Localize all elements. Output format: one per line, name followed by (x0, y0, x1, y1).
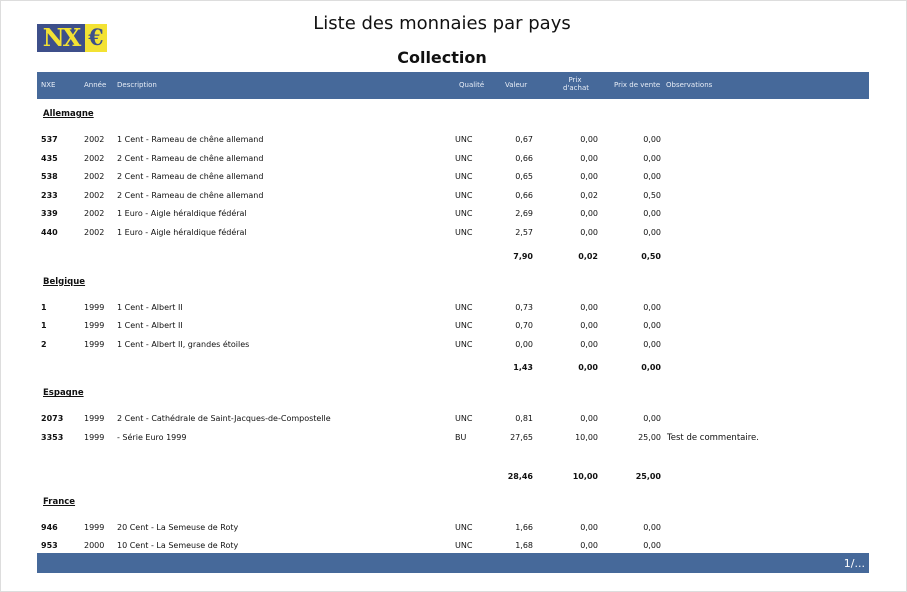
cell-nxe: 233 (41, 190, 58, 200)
total-valeur: 1,43 (513, 363, 533, 373)
cell-nxe: 537 (41, 135, 58, 144)
cell-nxe: 3353 (41, 433, 64, 442)
cell-prix-vente: 0,00 (643, 522, 661, 532)
cell-description: 1 Cent - Albert II (117, 321, 183, 331)
cell-prix-vente: 0,00 (643, 153, 661, 163)
table-row (0, 171, 907, 183)
cell-nxe: 435 (41, 153, 58, 163)
cell-prix-vente: 0,00 (643, 541, 661, 551)
cell-prix-achat: 0,00 (580, 302, 598, 312)
cell-qualite: UNC (455, 190, 473, 200)
country-name: Espagne (43, 388, 84, 399)
table-row (0, 153, 907, 165)
cell-prix-achat: 0,00 (580, 541, 598, 551)
total-prix-vente: 0,00 (641, 363, 661, 373)
cell-description: 2 Cent - Cathédrale de Saint-Jacques-de-Compostelle (117, 414, 331, 424)
cell-qualite: UNC (455, 339, 473, 349)
cell-qualite: BU (455, 433, 467, 442)
cell-qualite: UNC (455, 135, 473, 144)
cell-annee: 2002 (84, 135, 105, 144)
col-prix-vente: Prix de vente (614, 81, 661, 89)
cell-prix-achat: 0,00 (580, 153, 598, 163)
cell-prix-achat: 0,00 (580, 321, 598, 331)
col-prix-achat: Prix d'achat (563, 76, 589, 92)
cell-qualite: UNC (455, 414, 473, 424)
cell-nxe: 2073 (41, 414, 64, 424)
cell-prix-achat: 0,00 (580, 209, 598, 219)
cell-qualite: UNC (455, 522, 473, 532)
col-description: Description (117, 81, 157, 89)
total-valeur: 7,90 (513, 251, 533, 261)
cell-nxe: 440 (41, 228, 58, 237)
cell-observations: Test de commentaire. (667, 433, 759, 443)
cell-nxe: 1 (41, 302, 47, 312)
table-row (0, 227, 907, 239)
cell-prix-achat: 0,00 (580, 414, 598, 424)
cell-valeur: 1,68 (515, 541, 533, 551)
cell-prix-vente: 0,00 (643, 414, 661, 424)
table-row (0, 522, 907, 534)
cell-valeur: 0,65 (515, 172, 533, 182)
cell-prix-vente: 0,00 (643, 339, 661, 349)
cell-prix-achat: 0,00 (580, 172, 598, 182)
cell-prix-achat: 0,00 (580, 339, 598, 349)
cell-prix-achat: 0,02 (580, 190, 598, 200)
total-prix-achat: 10,00 (572, 471, 598, 481)
country-name: Allemagne (43, 109, 94, 119)
cell-description: 20 Cent - La Semeuse de Roty (117, 522, 239, 532)
cell-qualite: UNC (455, 228, 473, 237)
cell-description: 1 Cent - Rameau de chêne allemand (117, 135, 264, 144)
col-nxe: NXE (41, 81, 56, 89)
cell-prix-achat: 10,00 (575, 433, 598, 442)
cell-annee: 1999 (84, 302, 105, 312)
table-row (0, 190, 907, 202)
cell-nxe: 2 (41, 339, 47, 349)
cell-qualite: UNC (455, 302, 473, 312)
col-valeur: Valeur (505, 81, 528, 89)
table-row (0, 339, 907, 351)
cell-valeur: 0,00 (515, 339, 533, 349)
cell-nxe: 538 (41, 172, 58, 182)
cell-description: 2 Cent - Rameau de chêne allemand (117, 190, 264, 200)
totals-row (0, 362, 907, 374)
cell-prix-achat: 0,00 (580, 228, 598, 237)
cell-description: - Série Euro 1999 (117, 433, 187, 442)
cell-nxe: 953 (41, 541, 58, 551)
cell-valeur: 2,69 (515, 209, 533, 219)
cell-qualite: UNC (455, 321, 473, 331)
country-heading (0, 387, 907, 399)
country-heading (0, 276, 907, 288)
cell-description: 10 Cent - La Semeuse de Roty (117, 541, 239, 551)
cell-description: 1 Cent - Albert II, grandes étoiles (117, 339, 250, 349)
table-row (0, 540, 907, 552)
col-observations: Observations (666, 81, 713, 89)
cell-nxe: 1 (41, 321, 47, 331)
cell-prix-achat: 0,00 (580, 135, 598, 144)
cell-qualite: UNC (455, 172, 473, 182)
page-footer (37, 553, 869, 573)
total-prix-achat: 0,02 (578, 251, 598, 261)
cell-prix-vente: 0,50 (643, 190, 661, 200)
cell-description: 2 Cent - Rameau de chêne allemand (117, 153, 264, 163)
table-row (0, 302, 907, 314)
col-qualite: Qualité (459, 81, 485, 89)
total-valeur: 28,46 (507, 471, 533, 481)
report-title: Liste des monnaies par pays (313, 13, 571, 34)
cell-annee: 1999 (84, 522, 105, 532)
cell-annee: 2002 (84, 209, 105, 219)
cell-description: 1 Euro - Aigle héraldique fédéral (117, 228, 247, 237)
total-prix-vente: 0,50 (641, 251, 661, 261)
cell-prix-vente: 0,00 (643, 228, 661, 237)
page-number: 1/... (843, 557, 865, 570)
cell-description: 2 Cent - Rameau de chêne allemand (117, 172, 264, 182)
cell-qualite: UNC (455, 209, 473, 219)
column-header-bar (37, 72, 869, 99)
cell-description: 1 Cent - Albert II (117, 302, 183, 312)
cell-annee: 2002 (84, 228, 105, 237)
cell-description: 1 Euro - Aigle héraldique fédéral (117, 209, 247, 219)
cell-valeur: 0,67 (515, 135, 533, 144)
report-subtitle: Collection (397, 48, 487, 67)
nxe-logo: NX € (37, 24, 107, 52)
cell-annee: 2002 (84, 190, 105, 200)
cell-annee: 2002 (84, 153, 105, 163)
country-heading (0, 108, 907, 120)
cell-qualite: UNC (455, 153, 473, 163)
cell-prix-vente: 0,00 (643, 172, 661, 182)
table-row (0, 413, 907, 425)
total-prix-achat: 0,00 (578, 363, 598, 373)
cell-annee: 1999 (84, 321, 105, 331)
country-name: Belgique (43, 276, 86, 287)
totals-row (0, 471, 907, 483)
col-annee: Année (84, 81, 107, 89)
cell-annee: 1999 (84, 414, 105, 424)
cell-prix-vente: 0,00 (643, 321, 661, 331)
cell-valeur: 0,66 (515, 153, 533, 163)
cell-valeur: 0,70 (515, 321, 533, 331)
cell-annee: 1999 (84, 339, 105, 349)
table-row (0, 134, 907, 146)
cell-nxe: 946 (41, 522, 58, 532)
cell-annee: 2002 (84, 172, 105, 182)
cell-nxe: 339 (41, 209, 58, 219)
table-row (0, 432, 907, 444)
cell-valeur: 27,65 (510, 433, 533, 442)
cell-prix-vente: 0,00 (643, 209, 661, 219)
cell-prix-achat: 0,00 (580, 522, 598, 532)
cell-valeur: 0,66 (515, 190, 533, 200)
table-row (0, 320, 907, 332)
cell-valeur: 2,57 (515, 228, 533, 237)
cell-prix-vente: 0,00 (643, 135, 661, 144)
country-name: France (43, 496, 76, 507)
table-row (0, 208, 907, 220)
totals-row (0, 251, 907, 263)
cell-prix-vente: 25,00 (638, 433, 661, 442)
cell-valeur: 0,73 (515, 302, 533, 312)
cell-annee: 2000 (84, 541, 105, 551)
cell-qualite: UNC (455, 541, 473, 551)
cell-valeur: 0,81 (515, 414, 533, 424)
cell-valeur: 1,66 (515, 522, 533, 532)
cell-annee: 1999 (84, 433, 105, 442)
cell-prix-vente: 0,00 (643, 302, 661, 312)
total-prix-vente: 25,00 (635, 471, 661, 481)
country-heading (0, 496, 907, 508)
